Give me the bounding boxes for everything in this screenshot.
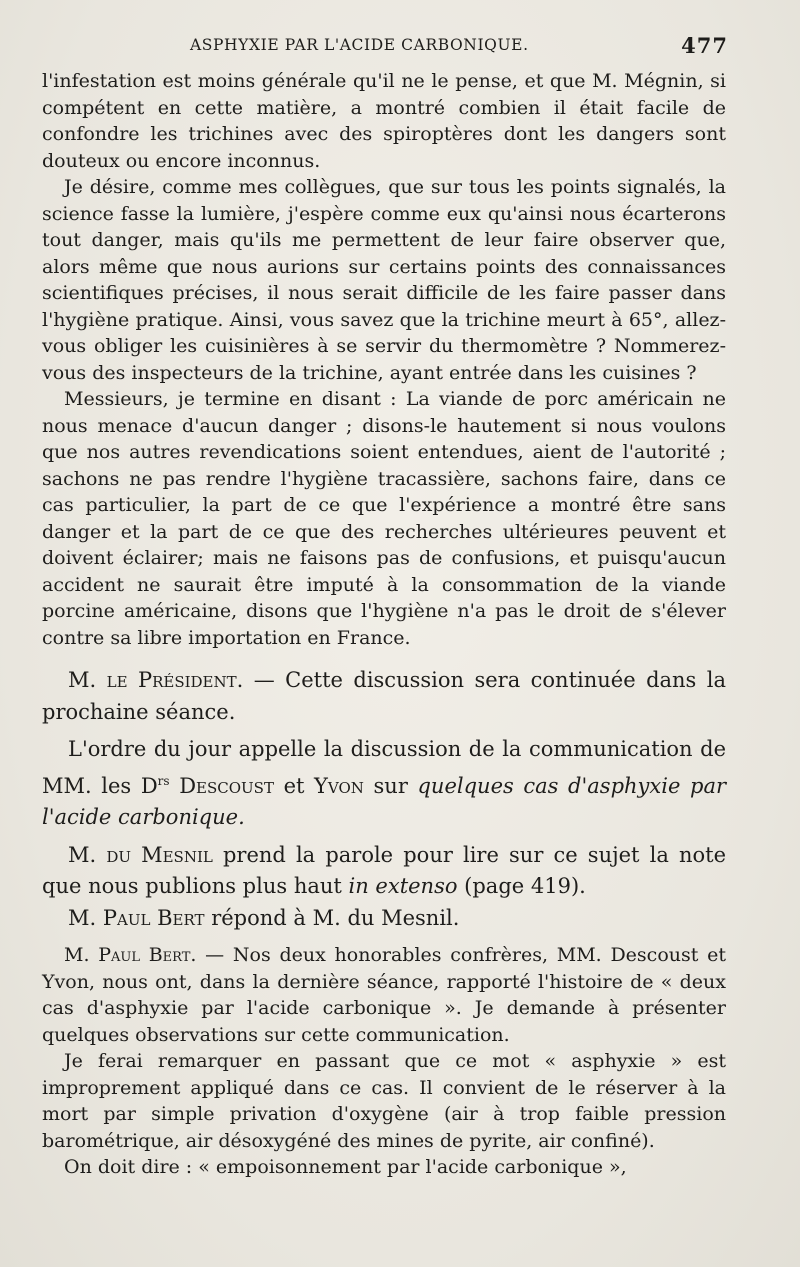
bert-speech [42,942,726,1181]
page-number: 477 [681,33,728,58]
paragraph-bert-responds: M. Paul Bert répond à M. du Mesnil. [68,905,460,930]
running-title: ASPHYXIE PAR L'ACIDE CARBONIQUE. [190,36,529,54]
running-header [40,33,728,58]
paragraph-order-of-day: L'ordre du jour appelle la discussion de la communication de MM. les $D^{rs}$ Descoust et Yvon sur quelques cas d'asphyxie par l'acide carbonique. [42,737,726,829]
paragraph-bert-intro: M. Paul Bert. — Nos deux honorables confrères, MM. Descoust et Yvon, nous ont, dans la dernière séance, rapporté l'histoire de « deux cas d'asphyxie par l'acide carbonique ». Je demande à présenter quelques observations sur cette communication. [42,944,726,1046]
paragraph-du-mesnil: M. du Mesnil prend la parole pour lire sur ce sujet la note que nous publions plus haut in extenso (page 419). [42,842,726,898]
communication-title: quelques cas d'asphyxie par l'acide carbonique. [42,773,726,829]
paragraph-president: M. le Président. — Cette discussion sera continuée dans la prochaine séance. [42,668,726,724]
paragraph-empoisonnement: On doit dire : « empoisonnement par l'acide carbonique », [64,1156,627,1178]
speaker-paul-bert: M. Paul Bert. [64,944,197,966]
paragraph-science: Je désire, comme mes collègues, que sur tous les points signalés, la science fasse la lumière, j'espère comme eux qu'ainsi nous écarterons tout danger, mais qu'ils me permettent de leur faire observer que, alors même que nous aurions sur certains points des connaissances scientifiques précises, il nous serait difficile de les faire passer dans l'hygiène pratique. Ainsi, vous savez que la trichine meurt à 65°, allez-vous obliger les cuisinières à se servir du thermomètre ? Nommerez-vous des inspecteurs de la trichine, ayant entrée dans les cuisines ? [42,176,726,384]
paragraph-asphyxie-term: Je ferai remarquer en passant que ce mot « asphyxie » est improprement appliqué dans ce cas. Il convient de le réserver à la mort par simple privation d'oxygène (air à trop faible pression barométrique, air désoxygéné des mines de pyrite, air confiné). [42,1050,726,1152]
paragraph-conclusion: Messieurs, je termine en disant : La viande de porc américain ne nous menace d'aucun danger ; disons-le hautement si nous voulons que nos autres revendications soient entendues, aient de l'autorité ; sachons ne pas rendre l'hygiène tracassière, sachons faire, dans ce cas particulier, la part de ce que l'expérience a montré être sans danger et la part de ce que des recherches ultérieures peuvent et doivent éclairer; mais ne faisons pas de confusions, et puisqu'aucun accident ne saurait être imputé à la consommation de la viande porcine américaine, disons que l'hygiène n'a pas le droit de s'élever contre sa libre importation en France. [42,388,726,649]
page-body [42,68,726,1181]
speaker-president: M. le Président. [68,668,244,692]
discourse-continuation [42,68,726,651]
paragraph-infestation: l'infestation est moins générale qu'il ne le pense, et que M. Mégnin, si compétent en cette matière, a montré combien il était facile de confondre les trichines avec des spiroptères dont les dangers sont douteux ou encore inconnus. [42,70,726,172]
session-proceedings [42,665,726,934]
